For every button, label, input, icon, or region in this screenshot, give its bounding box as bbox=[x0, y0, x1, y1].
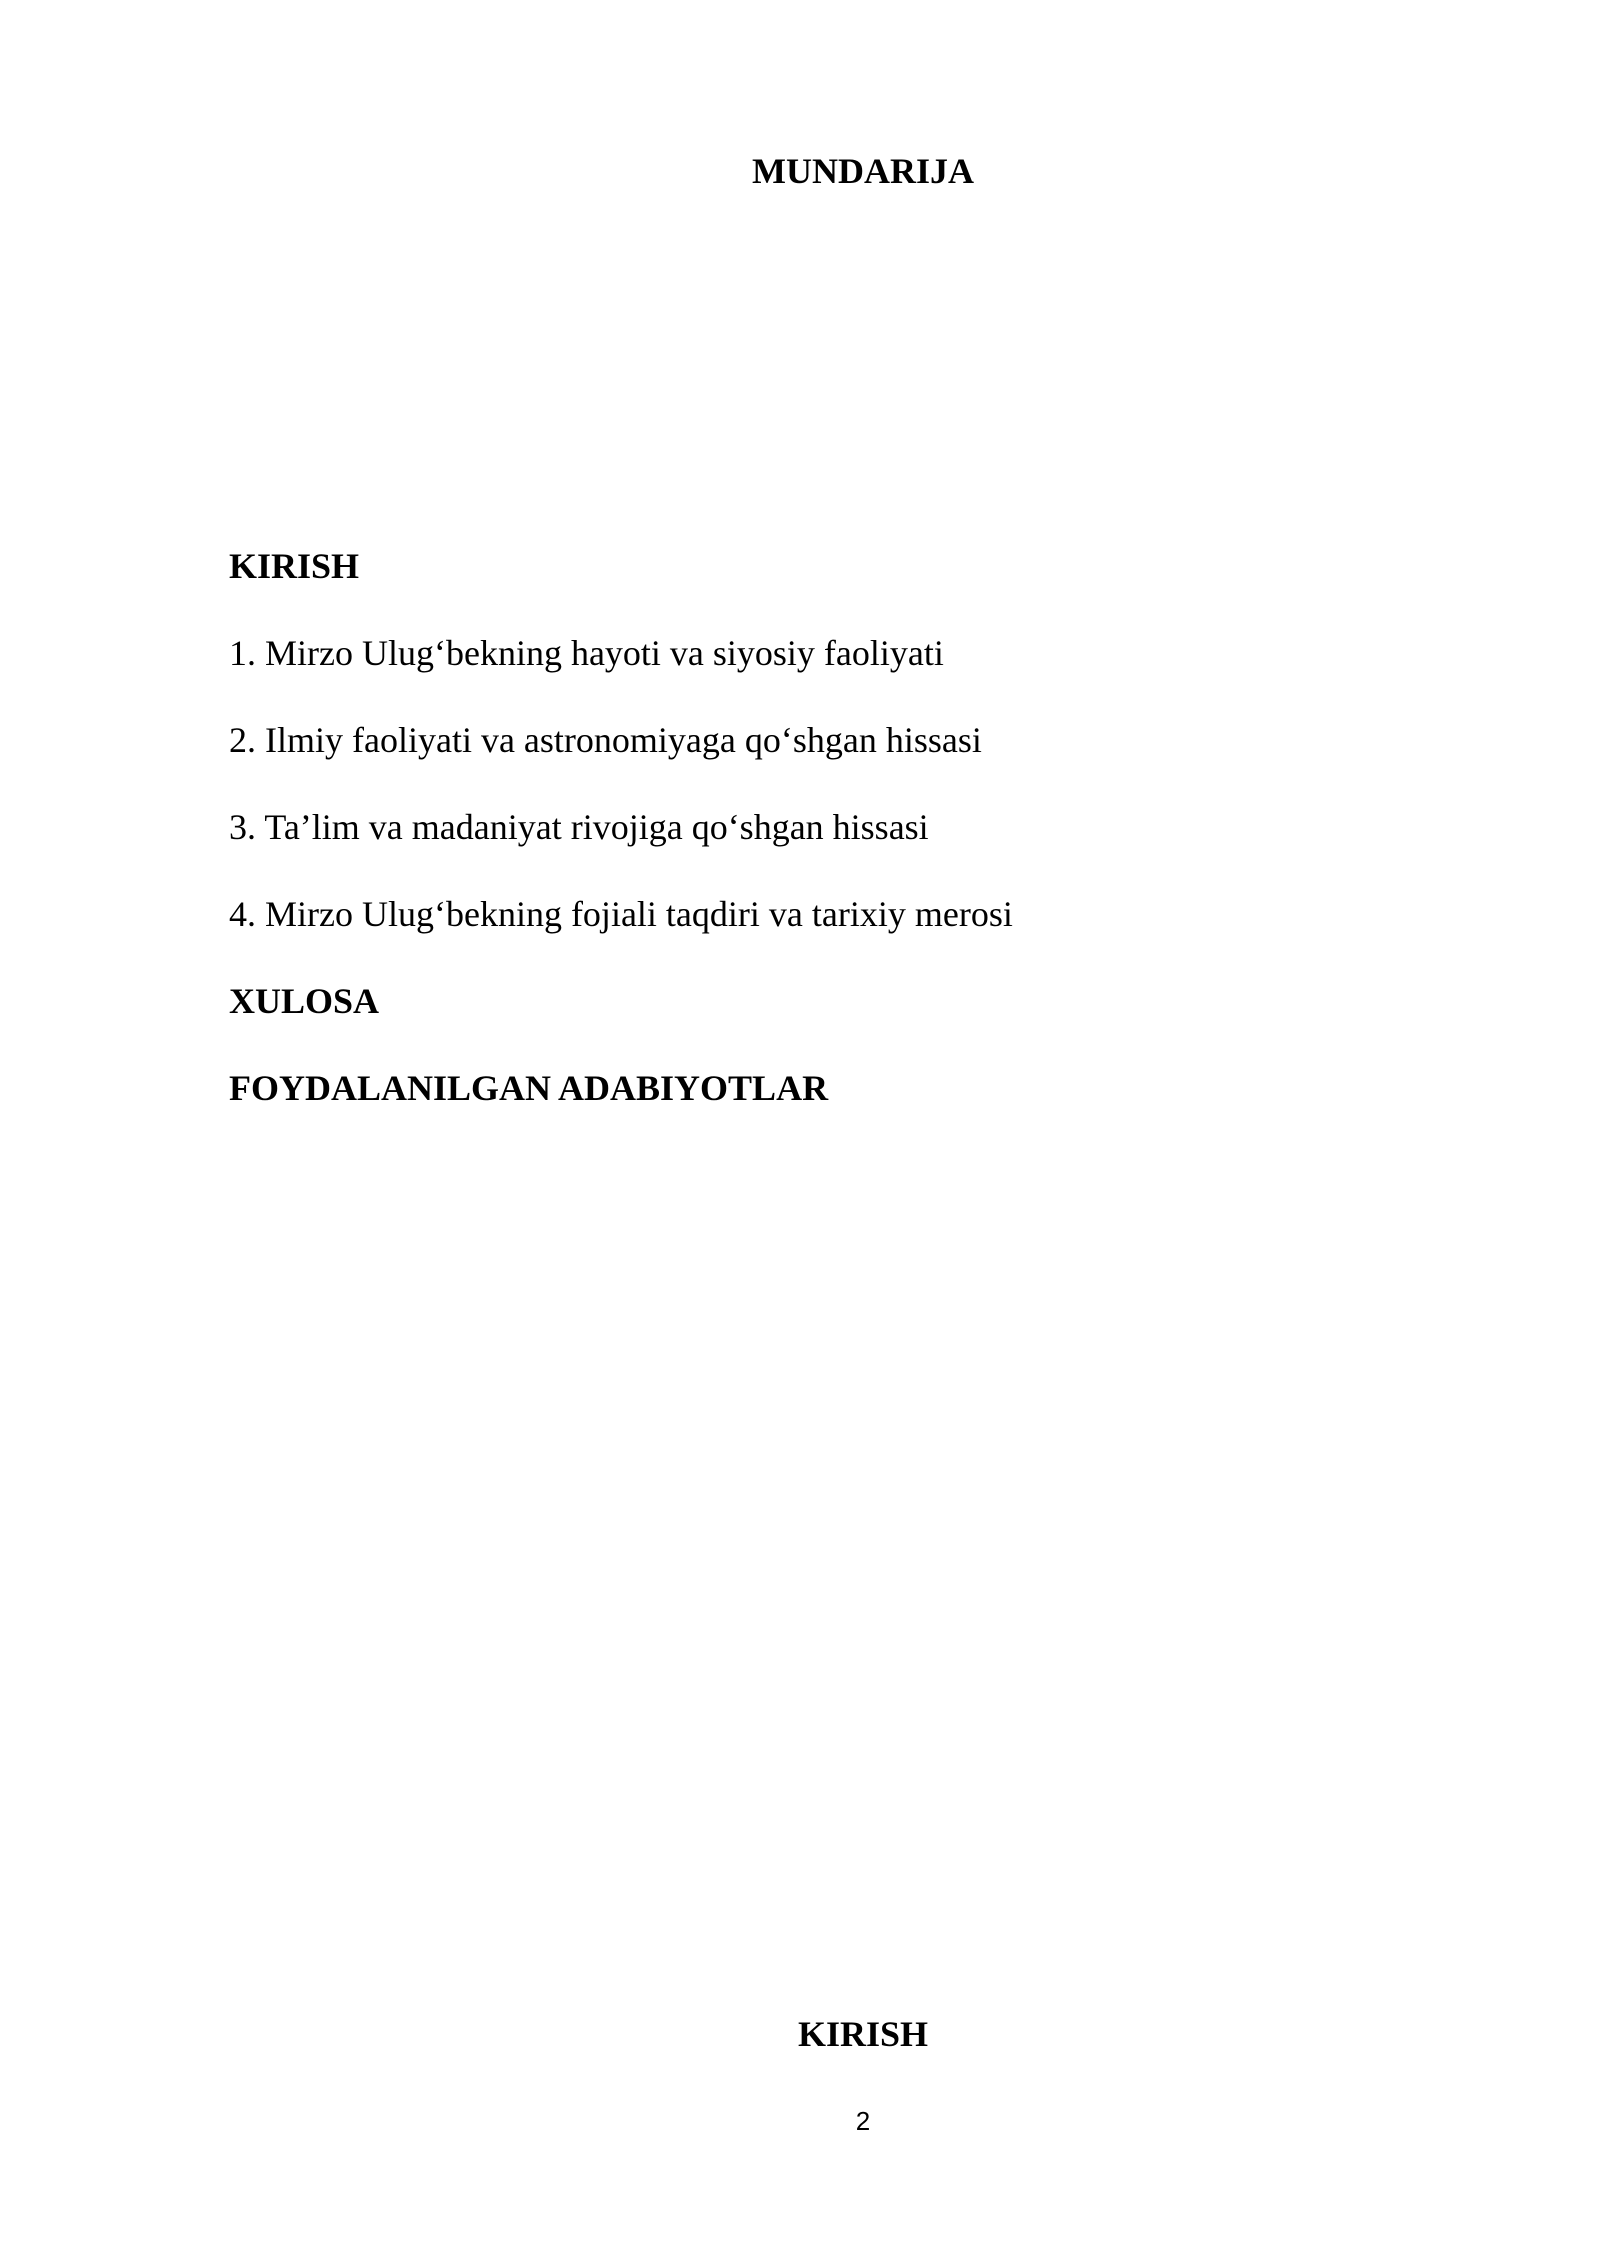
table-of-contents bbox=[229, 540, 1013, 1149]
toc-item-4: 4. Mirzo Ulug‘bekning fojiali taqdiri va tarixiy merosi bbox=[229, 894, 1013, 934]
toc-item-kirish: KIRISH bbox=[229, 546, 360, 586]
toc-item-adabiyotlar: FOYDALANILGAN ADABIYOTLAR bbox=[229, 1068, 829, 1108]
toc-item-3: 3. Ta’lim va madaniyat rivojiga qo‘shgan hissasi bbox=[229, 807, 929, 847]
page-title: MUNDARIJA bbox=[752, 151, 974, 191]
toc-item-1: 1. Mirzo Ulug‘bekning hayoti va siyosiy faoliyati bbox=[229, 633, 944, 673]
section-heading: KIRISH bbox=[797, 2014, 929, 2054]
page-number: 2 bbox=[855, 2106, 871, 2136]
toc-item-2: 2. Ilmiy faoliyati va astronomiyaga qo‘shgan hissasi bbox=[229, 720, 982, 760]
toc-item-xulosa: XULOSA bbox=[229, 981, 380, 1021]
